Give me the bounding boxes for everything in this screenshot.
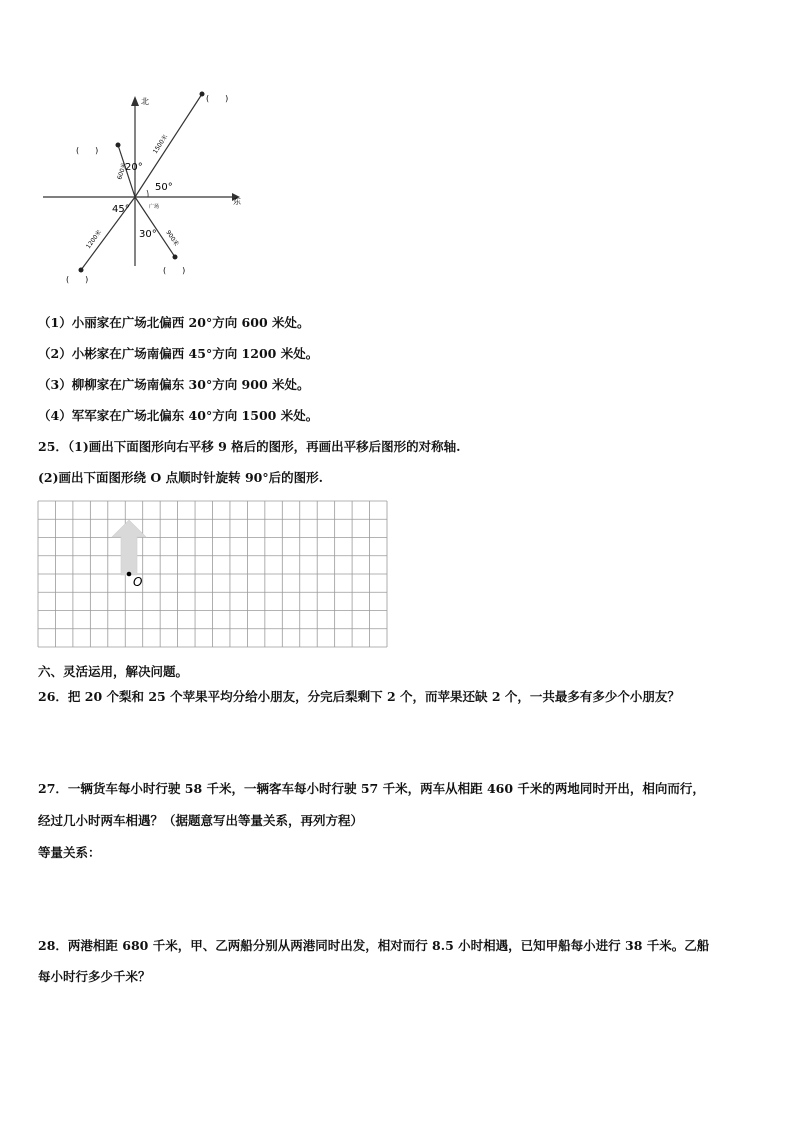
point-liuliu [173,255,178,260]
point-junjun [200,92,205,97]
angle-50-label: 50° [155,182,173,193]
q28-line1: 28．两港相距 680 千米，甲、乙两船分别从两港同时出发，相对而行 8.5 小时相遇，已知甲船每小进行 38 千米。乙船 [38,938,710,953]
q28-line2: 每小时行多少千米？ [38,969,151,984]
item-3: （3）柳柳家在广场南偏东 30°方向 900 米处。 [38,377,310,392]
angle-30-label: 30° [139,229,157,240]
north-arrow-icon [131,96,139,106]
distance-1500: 1500米 [151,133,170,156]
point-o [127,572,132,577]
q27-relation: 等量关系： [38,845,101,860]
section-6-heading: 六、灵活运用，解决问题。 [38,664,189,679]
point-o-label: O [133,575,143,589]
blank-south-west: ( ) [66,275,89,284]
angle-45-label: 45° [112,204,130,215]
angle-20-label: 20° [125,162,143,173]
direction-diagram [40,88,260,284]
square-grid [36,499,390,651]
item-2: （2）小彬家在广场南偏西 45°方向 1200 米处。 [38,346,319,361]
distance-900: 900米 [164,229,180,248]
blank-north-west: ( ) [76,146,99,155]
angle-arc-50 [147,190,148,197]
item-4: （4）军军家在广场北偏东 40°方向 1500 米处。 [38,408,319,423]
q26-text: 26．把 20 个梨和 25 个苹果平均分给小朋友，分完后梨剩下 2 个，而苹果还缺 2 个，一共最多有多少个小朋友？ [38,689,680,704]
distance-1200: 1200米 [84,228,104,251]
point-xiaoli [116,143,121,148]
distance-600: 600米 [116,161,129,181]
east-label: 东 [233,197,241,206]
point-xiaobin [79,268,84,273]
blank-north-east: ( ) [206,94,229,103]
q27-line1: 27．一辆货车每小时行驶 58 千米，一辆客车每小时行驶 57 千米，两车从相距 460 千米的两地同时开出，相向而行， [38,781,705,796]
item-1: （1）小丽家在广场北偏西 20°方向 600 米处。 [38,315,310,330]
origin-label: 广场 [149,204,160,210]
blank-south-east: ( ) [163,266,186,275]
arrow-shape [112,520,146,575]
q25-line2: (2)画出下面图形绕 O 点顺时针旋转 90°后的图形. [38,470,323,485]
q25-line1: 25．（1)画出下面图形向右平移 9 格后的图形，再画出平移后图形的对称轴. [38,439,461,454]
q27-line2: 经过几小时两车相遇？（据题意写出等量关系，再列方程） [38,813,364,828]
north-label: 北 [141,97,149,106]
